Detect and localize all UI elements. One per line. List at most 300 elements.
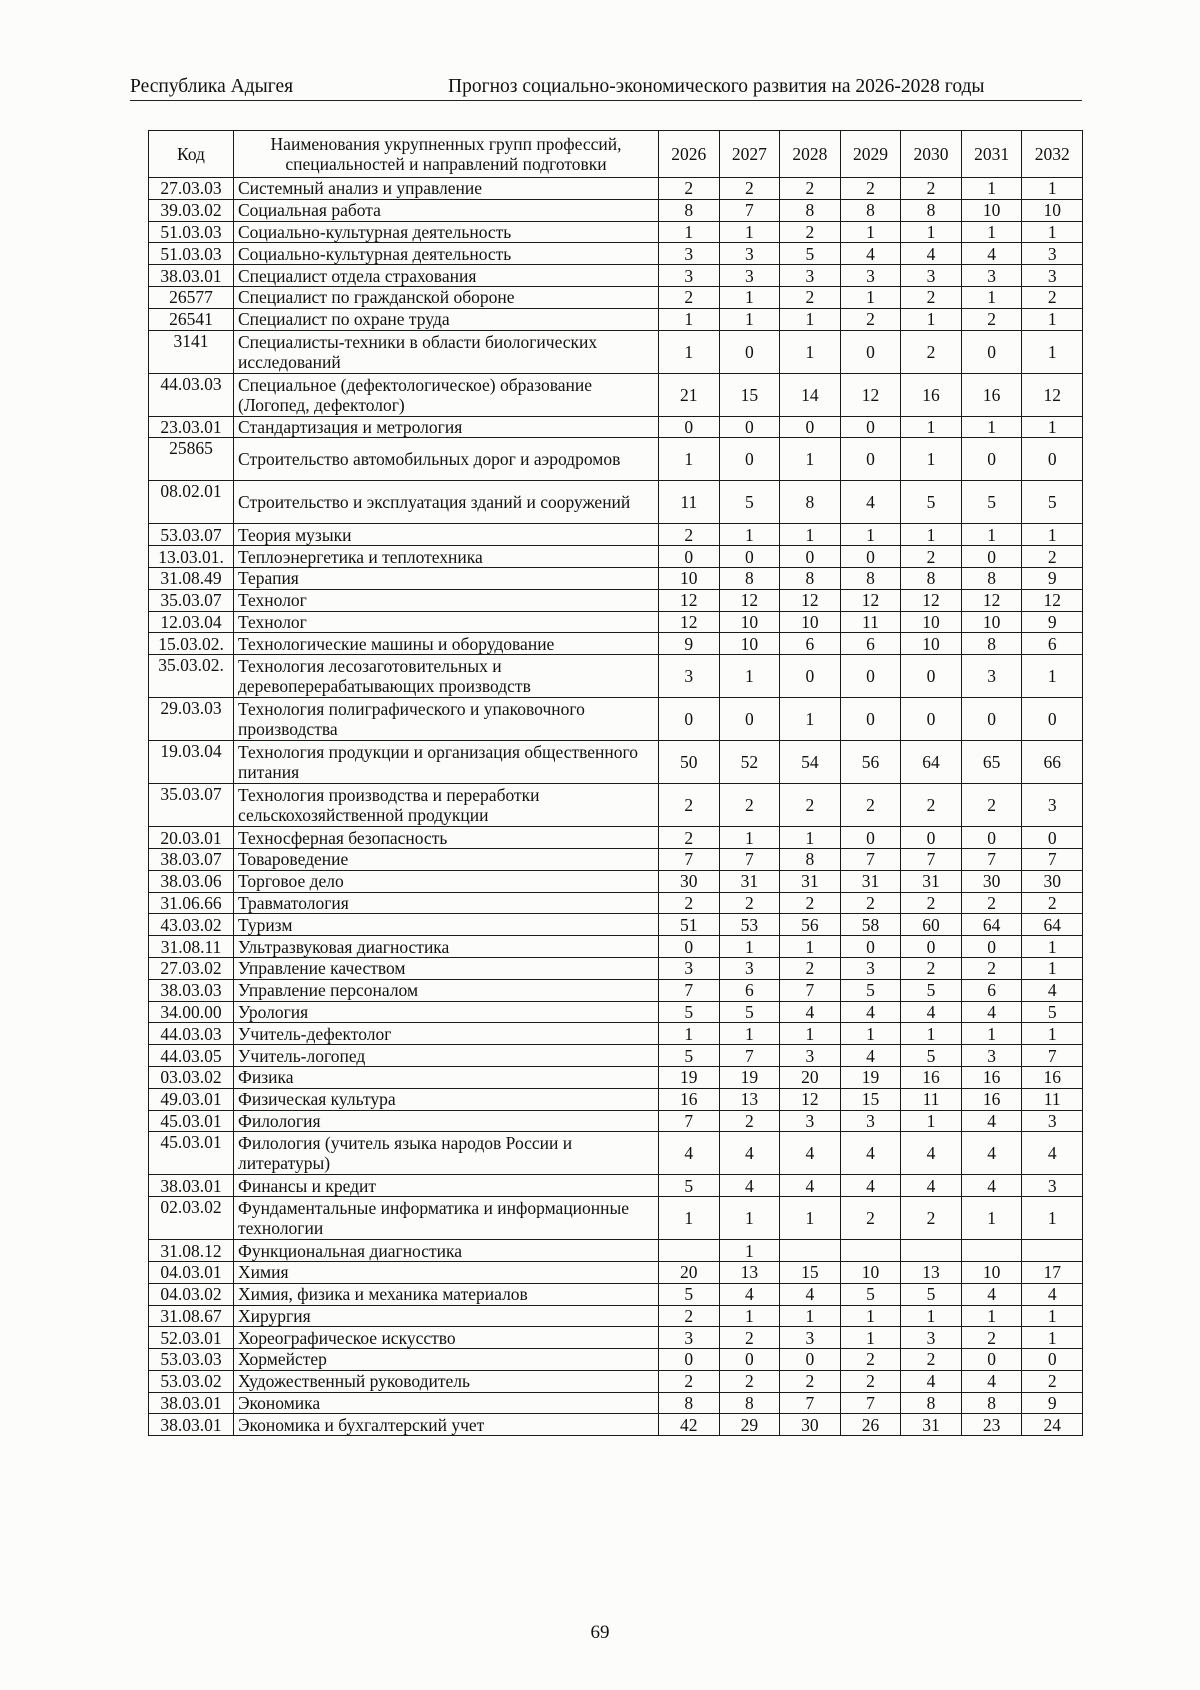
table-row (149, 1349, 1083, 1371)
row-name: Технолог (234, 589, 659, 611)
row-name: Финансы и кредит (234, 1175, 659, 1197)
row-value-2026: 3 (659, 1327, 720, 1349)
row-name: Специалист по охране труда (234, 308, 659, 330)
table-row (149, 1392, 1083, 1414)
row-value-2032: 5 (1022, 1001, 1083, 1023)
row-code: 49.03.01 (149, 1088, 234, 1110)
row-value-2028: 3 (780, 1110, 841, 1132)
row-value-2031: 1 (961, 524, 1022, 546)
row-value-2026: 0 (659, 698, 720, 741)
row-code: 53.03.03 (149, 1349, 234, 1371)
row-value-2032: 30 (1022, 870, 1083, 892)
row-name: Социально-культурная деятельность (234, 243, 659, 265)
row-value-2032: 2 (1022, 1370, 1083, 1392)
row-value-2032: 24 (1022, 1414, 1083, 1436)
table-row (149, 178, 1083, 200)
row-value-2029: 2 (840, 308, 901, 330)
row-value-2030: 64 (901, 741, 962, 784)
row-value-2028: 14 (780, 373, 841, 416)
row-value-2031: 1 (961, 416, 1022, 438)
row-value-2031: 2 (961, 1327, 1022, 1349)
row-code: 26541 (149, 308, 234, 330)
row-value-2032: 9 (1022, 567, 1083, 589)
row-value-2028: 6 (780, 633, 841, 655)
row-code: 31.08.67 (149, 1305, 234, 1327)
row-value-2032: 5 (1022, 481, 1083, 524)
row-value-2028: 12 (780, 1088, 841, 1110)
row-value-2027: 1 (719, 524, 780, 546)
row-value-2028: 1 (780, 438, 841, 481)
row-value-2029: 4 (840, 1045, 901, 1067)
row-name: Техносферная безопасность (234, 827, 659, 849)
column-header-year: 2028 (780, 131, 841, 178)
row-value-2032: 1 (1022, 1327, 1083, 1349)
row-name: Социальная работа (234, 199, 659, 221)
row-name: Управление персоналом (234, 979, 659, 1001)
row-value-2031: 0 (961, 936, 1022, 958)
row-value-2028: 0 (780, 1349, 841, 1371)
row-value-2028: 1 (780, 1305, 841, 1327)
row-value-2029: 12 (840, 589, 901, 611)
row-value-2030: 1 (901, 524, 962, 546)
row-value-2031: 0 (961, 827, 1022, 849)
row-code: 04.03.02 (149, 1283, 234, 1305)
row-value-2032: 3 (1022, 1110, 1083, 1132)
row-value-2028: 1 (780, 827, 841, 849)
table-row (149, 1110, 1083, 1132)
row-value-2032: 2 (1022, 892, 1083, 914)
row-value-2032: 12 (1022, 373, 1083, 416)
row-value-2028: 0 (780, 655, 841, 698)
row-value-2030: 16 (901, 1066, 962, 1088)
row-name: Хормейстер (234, 1349, 659, 1371)
row-value-2027: 5 (719, 1001, 780, 1023)
row-value-2031: 2 (961, 892, 1022, 914)
row-value-2029: 0 (840, 698, 901, 741)
row-code: 44.03.03 (149, 373, 234, 416)
table-row (149, 1023, 1083, 1045)
row-value-2027: 2 (719, 784, 780, 827)
row-code: 38.03.01 (149, 1392, 234, 1414)
row-value-2028 (780, 1240, 841, 1262)
row-value-2030: 0 (901, 655, 962, 698)
row-value-2032: 0 (1022, 1349, 1083, 1371)
row-value-2031: 12 (961, 589, 1022, 611)
row-value-2030: 5 (901, 1283, 962, 1305)
row-value-2031: 6 (961, 979, 1022, 1001)
row-value-2026: 2 (659, 892, 720, 914)
row-code: 26577 (149, 286, 234, 308)
row-value-2026: 51 (659, 914, 720, 936)
row-value-2027: 0 (719, 438, 780, 481)
row-name: Строительство и эксплуатация зданий и сооружений (234, 481, 659, 524)
row-value-2028: 3 (780, 265, 841, 287)
row-code: 20.03.01 (149, 827, 234, 849)
row-value-2029: 2 (840, 178, 901, 200)
row-value-2031: 4 (961, 1110, 1022, 1132)
row-value-2029: 8 (840, 567, 901, 589)
row-value-2030: 4 (901, 243, 962, 265)
row-value-2029: 2 (840, 1349, 901, 1371)
row-code: 31.08.11 (149, 936, 234, 958)
row-value-2030: 1 (901, 1305, 962, 1327)
row-value-2029: 4 (840, 1001, 901, 1023)
row-value-2030: 10 (901, 633, 962, 655)
row-value-2028: 15 (780, 1261, 841, 1283)
row-value-2029: 1 (840, 1305, 901, 1327)
row-value-2032: 1 (1022, 221, 1083, 243)
column-header-code: Код (149, 131, 234, 178)
row-value-2030: 2 (901, 1349, 962, 1371)
row-name: Теория музыки (234, 524, 659, 546)
row-value-2026: 0 (659, 1349, 720, 1371)
row-value-2026: 3 (659, 265, 720, 287)
row-value-2029: 12 (840, 373, 901, 416)
table-row (149, 611, 1083, 633)
row-value-2032: 4 (1022, 979, 1083, 1001)
row-value-2030: 1 (901, 308, 962, 330)
row-value-2026: 19 (659, 1066, 720, 1088)
table-row (149, 243, 1083, 265)
column-header-year: 2030 (901, 131, 962, 178)
row-code: 23.03.01 (149, 416, 234, 438)
row-value-2027: 3 (719, 265, 780, 287)
row-value-2031: 30 (961, 870, 1022, 892)
row-code: 31.08.12 (149, 1240, 234, 1262)
row-value-2027: 1 (719, 827, 780, 849)
row-value-2030: 1 (901, 416, 962, 438)
row-value-2031: 10 (961, 1261, 1022, 1283)
row-value-2032: 1 (1022, 957, 1083, 979)
row-value-2029: 1 (840, 1327, 901, 1349)
row-value-2026: 1 (659, 1023, 720, 1045)
row-name: Специалист отдела страхования (234, 265, 659, 287)
row-value-2030: 16 (901, 373, 962, 416)
row-value-2026: 9 (659, 633, 720, 655)
row-value-2032: 11 (1022, 1088, 1083, 1110)
row-value-2030: 2 (901, 178, 962, 200)
row-value-2030: 8 (901, 567, 962, 589)
row-value-2028: 30 (780, 1414, 841, 1436)
row-value-2027: 52 (719, 741, 780, 784)
row-code: 27.03.03 (149, 178, 234, 200)
row-value-2032 (1022, 1240, 1083, 1262)
row-value-2028: 12 (780, 589, 841, 611)
row-value-2026: 10 (659, 567, 720, 589)
row-value-2027: 15 (719, 373, 780, 416)
table-row (149, 1132, 1083, 1175)
column-header-name: Наименования укрупненных групп профессий, специальностей и направлений подготовки (234, 131, 659, 178)
row-value-2027: 2 (719, 1327, 780, 1349)
row-value-2032: 66 (1022, 741, 1083, 784)
row-value-2031: 2 (961, 957, 1022, 979)
row-value-2028: 4 (780, 1132, 841, 1175)
row-value-2027: 0 (719, 416, 780, 438)
row-code: 31.08.49 (149, 567, 234, 589)
row-value-2030: 5 (901, 481, 962, 524)
row-value-2031: 8 (961, 1392, 1022, 1414)
row-value-2029: 31 (840, 870, 901, 892)
row-value-2030: 7 (901, 848, 962, 870)
row-value-2030: 3 (901, 265, 962, 287)
row-value-2031: 1 (961, 178, 1022, 200)
row-value-2029: 0 (840, 416, 901, 438)
row-name: Физика (234, 1066, 659, 1088)
row-value-2029: 19 (840, 1066, 901, 1088)
row-value-2029: 8 (840, 199, 901, 221)
table-row (149, 1175, 1083, 1197)
row-value-2029: 26 (840, 1414, 901, 1436)
row-name: Товароведение (234, 848, 659, 870)
row-value-2030: 4 (901, 1132, 962, 1175)
row-value-2027: 1 (719, 936, 780, 958)
table-row (149, 589, 1083, 611)
row-code: 53.03.02 (149, 1370, 234, 1392)
row-value-2030 (901, 1240, 962, 1262)
row-value-2026: 11 (659, 481, 720, 524)
row-value-2031: 2 (961, 308, 1022, 330)
row-code: 04.03.01 (149, 1261, 234, 1283)
row-code: 12.03.04 (149, 611, 234, 633)
row-value-2032: 3 (1022, 1175, 1083, 1197)
row-value-2026: 3 (659, 243, 720, 265)
row-code: 19.03.04 (149, 741, 234, 784)
row-value-2032: 1 (1022, 330, 1083, 373)
row-value-2030: 8 (901, 199, 962, 221)
row-value-2029: 58 (840, 914, 901, 936)
table-row (149, 914, 1083, 936)
row-code: 51.03.03 (149, 221, 234, 243)
row-name: Технология лесозаготовительных и деревоперерабатывающих производств (234, 655, 659, 698)
row-code: 35.03.02. (149, 655, 234, 698)
table-row (149, 1305, 1083, 1327)
row-value-2026: 7 (659, 979, 720, 1001)
row-name: Химия, физика и механика материалов (234, 1283, 659, 1305)
row-value-2030: 4 (901, 1370, 962, 1392)
table-row (149, 633, 1083, 655)
row-name: Специальное (дефектологическое) образование (Логопед, дефектолог) (234, 373, 659, 416)
row-value-2032: 1 (1022, 655, 1083, 698)
row-value-2031: 5 (961, 481, 1022, 524)
row-value-2028: 0 (780, 546, 841, 568)
row-value-2027: 53 (719, 914, 780, 936)
row-name: Экономика (234, 1392, 659, 1414)
row-name: Травматология (234, 892, 659, 914)
row-value-2026: 1 (659, 1197, 720, 1240)
row-value-2029: 1 (840, 221, 901, 243)
row-value-2028: 1 (780, 936, 841, 958)
row-value-2031: 3 (961, 1045, 1022, 1067)
row-code: 03.03.02 (149, 1066, 234, 1088)
column-header-year: 2027 (719, 131, 780, 178)
row-value-2027: 4 (719, 1132, 780, 1175)
row-code: 44.03.05 (149, 1045, 234, 1067)
row-value-2029: 0 (840, 827, 901, 849)
row-value-2026: 12 (659, 611, 720, 633)
row-value-2027: 1 (719, 1305, 780, 1327)
row-value-2030: 10 (901, 611, 962, 633)
row-value-2027: 8 (719, 1392, 780, 1414)
row-code: 02.03.02 (149, 1197, 234, 1240)
table-body (149, 178, 1083, 1436)
row-value-2026 (659, 1240, 720, 1262)
row-value-2028: 2 (780, 892, 841, 914)
table-row (149, 1066, 1083, 1088)
row-value-2031: 16 (961, 1066, 1022, 1088)
row-value-2031: 7 (961, 848, 1022, 870)
row-value-2026: 2 (659, 524, 720, 546)
row-value-2027: 4 (719, 1283, 780, 1305)
row-value-2030: 1 (901, 1023, 962, 1045)
professions-forecast-table (148, 130, 1083, 1436)
row-value-2028: 2 (780, 221, 841, 243)
row-value-2032: 9 (1022, 1392, 1083, 1414)
table-row (149, 221, 1083, 243)
row-value-2026: 1 (659, 330, 720, 373)
row-value-2028: 1 (780, 308, 841, 330)
row-value-2032: 1 (1022, 1023, 1083, 1045)
page-header (130, 76, 1082, 101)
row-name: Технологические машины и оборудование (234, 633, 659, 655)
row-name: Химия (234, 1261, 659, 1283)
row-code: 51.03.03 (149, 243, 234, 265)
row-value-2026: 0 (659, 546, 720, 568)
row-value-2028: 2 (780, 1370, 841, 1392)
row-name: Технолог (234, 611, 659, 633)
row-value-2026: 42 (659, 1414, 720, 1436)
row-value-2032: 3 (1022, 784, 1083, 827)
table-row (149, 741, 1083, 784)
row-code: 38.03.07 (149, 848, 234, 870)
row-value-2026: 2 (659, 1370, 720, 1392)
row-value-2026: 50 (659, 741, 720, 784)
row-value-2030: 8 (901, 1392, 962, 1414)
table-row (149, 870, 1083, 892)
row-value-2027: 10 (719, 633, 780, 655)
row-value-2032: 1 (1022, 178, 1083, 200)
table-row (149, 524, 1083, 546)
row-value-2031: 4 (961, 1283, 1022, 1305)
row-value-2027: 13 (719, 1088, 780, 1110)
row-code: 35.03.07 (149, 784, 234, 827)
row-value-2030: 13 (901, 1261, 962, 1283)
row-value-2026: 12 (659, 589, 720, 611)
row-value-2030: 2 (901, 330, 962, 373)
row-name: Урология (234, 1001, 659, 1023)
row-name: Экономика и бухгалтерский учет (234, 1414, 659, 1436)
row-value-2026: 2 (659, 827, 720, 849)
row-value-2031: 3 (961, 655, 1022, 698)
row-value-2029: 3 (840, 265, 901, 287)
row-value-2026: 3 (659, 957, 720, 979)
row-value-2026: 0 (659, 936, 720, 958)
row-value-2027: 29 (719, 1414, 780, 1436)
row-value-2029 (840, 1240, 901, 1262)
row-value-2027: 2 (719, 178, 780, 200)
row-value-2030: 2 (901, 286, 962, 308)
row-value-2029: 2 (840, 892, 901, 914)
row-name: Теплоэнергетика и теплотехника (234, 546, 659, 568)
table-row (149, 546, 1083, 568)
column-header-year: 2026 (659, 131, 720, 178)
row-value-2028: 8 (780, 567, 841, 589)
document-title: Прогноз социально-экономического развития на 2026-2028 годы (448, 76, 985, 97)
row-value-2029: 5 (840, 979, 901, 1001)
row-value-2029: 2 (840, 784, 901, 827)
row-name: Фундаментальные информатика и информационные технологии (234, 1197, 659, 1240)
row-value-2032: 1 (1022, 416, 1083, 438)
row-value-2029: 7 (840, 1392, 901, 1414)
row-value-2026: 7 (659, 848, 720, 870)
row-value-2028: 1 (780, 1023, 841, 1045)
region-name: Республика Адыгея (130, 76, 294, 97)
row-value-2028: 4 (780, 1175, 841, 1197)
row-value-2027: 0 (719, 546, 780, 568)
row-value-2027: 7 (719, 199, 780, 221)
row-code: 35.03.07 (149, 589, 234, 611)
row-value-2029: 4 (840, 1175, 901, 1197)
row-name: Торговое дело (234, 870, 659, 892)
row-value-2029: 6 (840, 633, 901, 655)
row-code: 53.03.07 (149, 524, 234, 546)
row-value-2027: 2 (719, 892, 780, 914)
row-value-2032: 17 (1022, 1261, 1083, 1283)
table-row (149, 308, 1083, 330)
row-value-2031: 23 (961, 1414, 1022, 1436)
row-name: Учитель-дефектолог (234, 1023, 659, 1045)
row-value-2030: 2 (901, 546, 962, 568)
row-value-2026: 5 (659, 1283, 720, 1305)
row-value-2032: 4 (1022, 1283, 1083, 1305)
row-value-2028: 3 (780, 1327, 841, 1349)
row-value-2031: 1 (961, 1023, 1022, 1045)
table-row (149, 936, 1083, 958)
row-code: 13.03.01. (149, 546, 234, 568)
row-value-2029: 0 (840, 546, 901, 568)
row-value-2027: 2 (719, 1110, 780, 1132)
row-value-2029: 1 (840, 286, 901, 308)
row-value-2028: 56 (780, 914, 841, 936)
row-value-2031: 0 (961, 330, 1022, 373)
table-row (149, 567, 1083, 589)
row-value-2027: 1 (719, 1197, 780, 1240)
row-value-2031: 3 (961, 265, 1022, 287)
row-value-2030: 1 (901, 1110, 962, 1132)
row-value-2031: 1 (961, 1197, 1022, 1240)
row-value-2028: 1 (780, 524, 841, 546)
row-value-2032: 7 (1022, 848, 1083, 870)
table-row (149, 979, 1083, 1001)
table-row (149, 438, 1083, 481)
row-code: 44.03.03 (149, 1023, 234, 1045)
row-value-2031: 10 (961, 199, 1022, 221)
row-code: 34.00.00 (149, 1001, 234, 1023)
row-code: 15.03.02. (149, 633, 234, 655)
row-value-2027: 0 (719, 1349, 780, 1371)
row-value-2032: 1 (1022, 308, 1083, 330)
row-value-2026: 3 (659, 655, 720, 698)
row-value-2030: 0 (901, 698, 962, 741)
table-row (149, 1197, 1083, 1240)
row-value-2028: 3 (780, 1045, 841, 1067)
row-value-2032: 64 (1022, 914, 1083, 936)
row-value-2028: 2 (780, 286, 841, 308)
row-value-2031: 10 (961, 611, 1022, 633)
row-name: Хореографическое искусство (234, 1327, 659, 1349)
row-value-2032: 6 (1022, 633, 1083, 655)
row-value-2026: 16 (659, 1088, 720, 1110)
row-value-2030: 2 (901, 957, 962, 979)
